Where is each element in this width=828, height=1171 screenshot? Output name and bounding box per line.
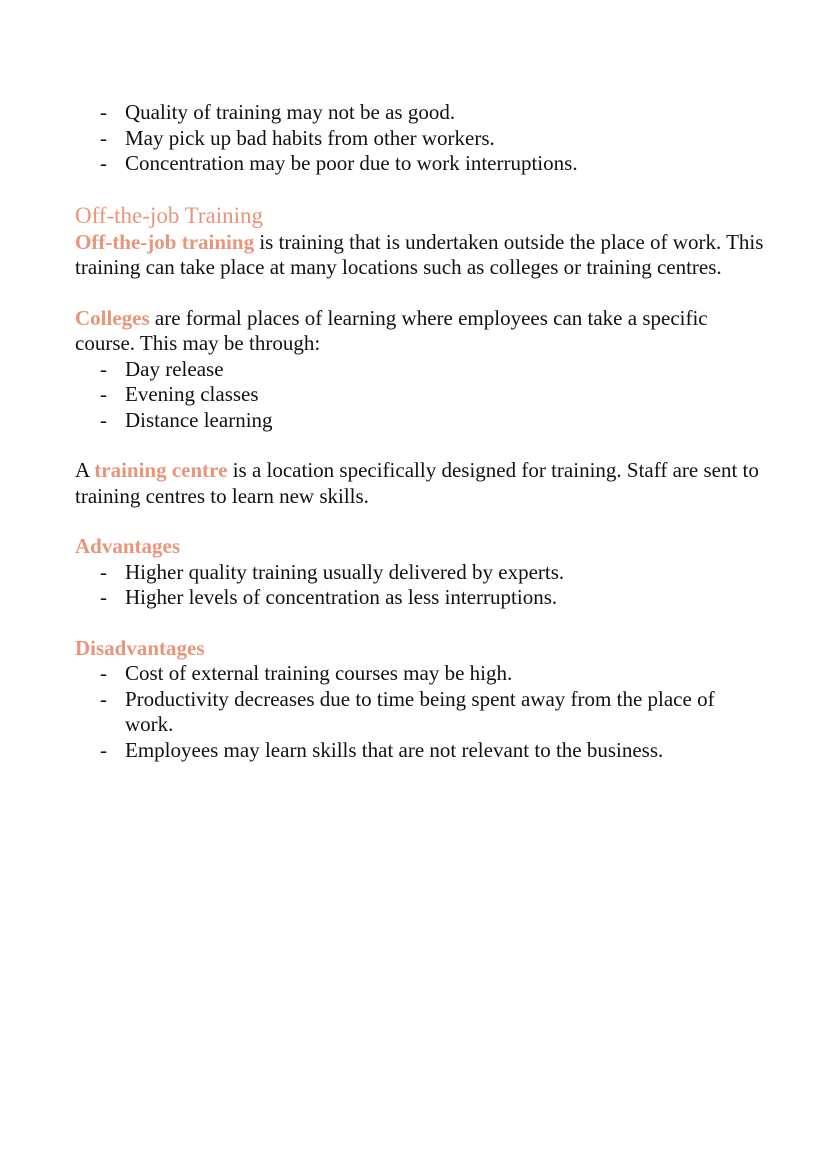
dash-bullet: - <box>100 407 107 432</box>
list-item: - Day release <box>100 356 224 381</box>
dash-bullet: - <box>100 382 107 406</box>
colleges-list <box>75 357 765 434</box>
document-page <box>75 100 765 763</box>
highlight-term: Colleges <box>75 305 150 330</box>
list-item: - Higher levels of concentration as less interruptions. <box>100 585 558 609</box>
on-the-job-disadvantages-list <box>75 100 765 177</box>
colleges-paragraph: Colleges are formal places of learning where employees can take a specific course. This may be through: <box>75 305 708 355</box>
highlight-term: Off-the-job training <box>75 229 255 254</box>
highlight-term: training centre <box>94 458 228 482</box>
list-item: - Distance learning <box>100 407 273 432</box>
dash-bullet: - <box>100 686 107 711</box>
section-title: Off-the-job Training <box>75 202 264 228</box>
list-item: - May pick up bad habits from other workers. <box>100 125 495 150</box>
dash-bullet: - <box>100 151 107 175</box>
list-item: - Cost of external training courses may be high. <box>100 661 513 685</box>
dash-bullet: - <box>100 559 107 584</box>
list-item: - Concentration may be poor due to work interruptions. <box>100 151 578 175</box>
advantages-list <box>75 560 765 611</box>
list-item: - Productivity decreases due to time being spent away from the place of work. <box>100 686 715 736</box>
list-item: - Higher quality training usually delivered by experts. <box>100 559 565 584</box>
off-job-intro-paragraph: Off-the-job training is training that is undertaken outside the place of work. This training can take place at many locations such as colleges or training centres. <box>75 229 764 279</box>
advantages-title: Advantages <box>75 534 181 558</box>
training-centre-paragraph: A training centre is a location specifically designed for training. Staff are sent to training centres to learn new skills. <box>75 458 759 508</box>
list-item: - Evening classes <box>100 382 259 406</box>
disadvantages-list <box>75 661 765 763</box>
dash-bullet: - <box>100 100 107 124</box>
dash-bullet: - <box>100 585 107 609</box>
list-item: - Employees may learn skills that are not relevant to the business. <box>100 737 664 762</box>
dash-bullet: - <box>100 356 107 381</box>
list-item: - Quality of training may not be as good. <box>100 100 456 124</box>
dash-bullet: - <box>100 661 107 685</box>
disadvantages-title: Disadvantages <box>75 635 205 660</box>
dash-bullet: - <box>100 125 107 150</box>
dash-bullet: - <box>100 737 107 762</box>
